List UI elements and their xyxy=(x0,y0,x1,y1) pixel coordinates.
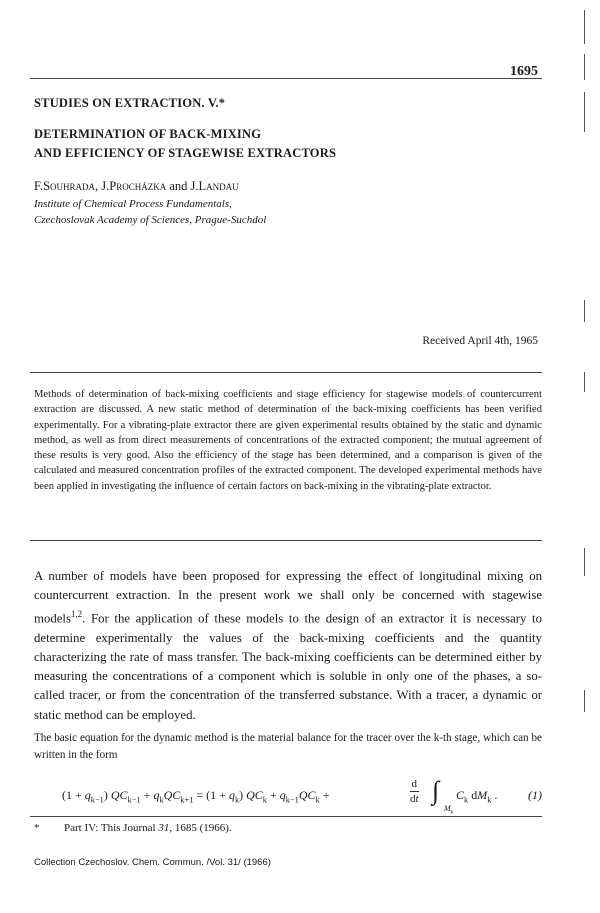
author-initial: J. xyxy=(101,179,110,193)
author-surname: Souhrada xyxy=(43,179,96,193)
journal-reference: Collection Czechoslov. Chem. Commun. /Vol. 31/ (1966) xyxy=(34,857,271,868)
footnote-volume: 31 xyxy=(158,822,170,834)
author-initial: J. xyxy=(190,179,199,193)
equation-1 xyxy=(62,778,542,814)
author-surname: Landau xyxy=(198,179,239,193)
received-date: Received April 4th, 1965 xyxy=(422,335,538,347)
equation-integral: ∫ xyxy=(432,776,440,805)
paper-title-line1: DETERMINATION OF BACK-MIXING xyxy=(34,127,262,141)
body-text: A number of models have been proposed for expressing the effect of longitudinal mixing on countercurrent extraction. In the present work we shall only be concerned with stagewise models xyxy=(34,569,542,626)
equation-number: (1) xyxy=(528,788,542,802)
author-initial: F. xyxy=(34,179,44,193)
margin-mark xyxy=(584,548,585,576)
equation-derivative: d dt xyxy=(410,778,419,805)
affiliation-line2: Czechoslovak Academy of Sciences, Prague-Suchdol xyxy=(34,214,267,226)
footnote-text: Part IV: This Journal xyxy=(64,822,159,834)
abstract-top-rule xyxy=(30,372,542,373)
margin-mark xyxy=(584,300,585,322)
margin-mark xyxy=(584,92,585,132)
page-number: 1695 xyxy=(510,64,538,79)
equation-integrand: $C_k$ $dM_k$ . xyxy=(456,788,498,805)
margin-mark xyxy=(584,372,585,392)
margin-mark xyxy=(584,54,585,80)
header-rule xyxy=(30,78,542,79)
author-separator: and xyxy=(166,179,191,193)
margin-mark xyxy=(584,10,585,44)
footnote-marker: * xyxy=(34,822,40,834)
footnote-text: , 1685 (1966). xyxy=(169,822,232,834)
body-paragraph-2: The basic equation for the dynamic method is the material balance for the tracer over the k-th stage, which can be written in the form xyxy=(34,732,542,761)
series-title: STUDIES ON EXTRACTION. V.* xyxy=(34,96,226,110)
author-separator: , xyxy=(95,179,102,193)
reference-mark: 1,2 xyxy=(70,609,83,620)
equation-expression: $(1 + q_{k-1})$ $QC_{k-1} + q_kQC_{k+1} = (1 + q_k) QC_k + q_{k-1}QC_k$ + xyxy=(62,788,330,805)
abstract-bottom-rule xyxy=(30,540,542,541)
author-surname: Procházka xyxy=(109,179,167,193)
affiliation-line1: Institute of Chemical Process Fundamentals, xyxy=(34,198,232,210)
equation-integral-limit: $M_k$ xyxy=(444,804,454,816)
body-text: . For the application of these models to the design of an extractor it is necessary to determine experimentally the values of the back-mixing coefficients and the quantity characterizing the rate of mass transfer. The back-mixing coefficients can be determined either by measuring the concentrations of a component which is soluble in only one of the phases, a so-called tracer, or from the concentration of the transferred substance. With a tracer, a dynamic or static method can be employed. xyxy=(34,611,542,722)
paper-title xyxy=(34,125,336,163)
paper-title-line2: AND EFFICIENCY OF STAGEWISE EXTRACTORS xyxy=(34,146,337,160)
footnote xyxy=(34,822,232,834)
footnote-rule xyxy=(30,816,542,817)
abstract: Methods of determination of back-mixing coefficients and stage efficiency for stagewise models of countercurrent extraction are discussed. A new static method of determination of the back-mixing coefficients has been verified experimentally. For a vibrating-plate extractor there are given experimental results obtained by the static and dynamic method, as well as from direct measurements of concentrations of the extracted component; the mutual agreement of these results is very good. Also the efficiency of the stage has been determined, and a comparison is given of the calculated and measured concentration profiles of the extracted component. The developed experimental methods have been applied in investigating the influence of certain factors on back-mixing in the vibrating-plate extractor. xyxy=(34,389,542,492)
body-paragraph-1 xyxy=(34,567,542,725)
margin-mark xyxy=(584,690,585,712)
author-list xyxy=(34,179,239,194)
